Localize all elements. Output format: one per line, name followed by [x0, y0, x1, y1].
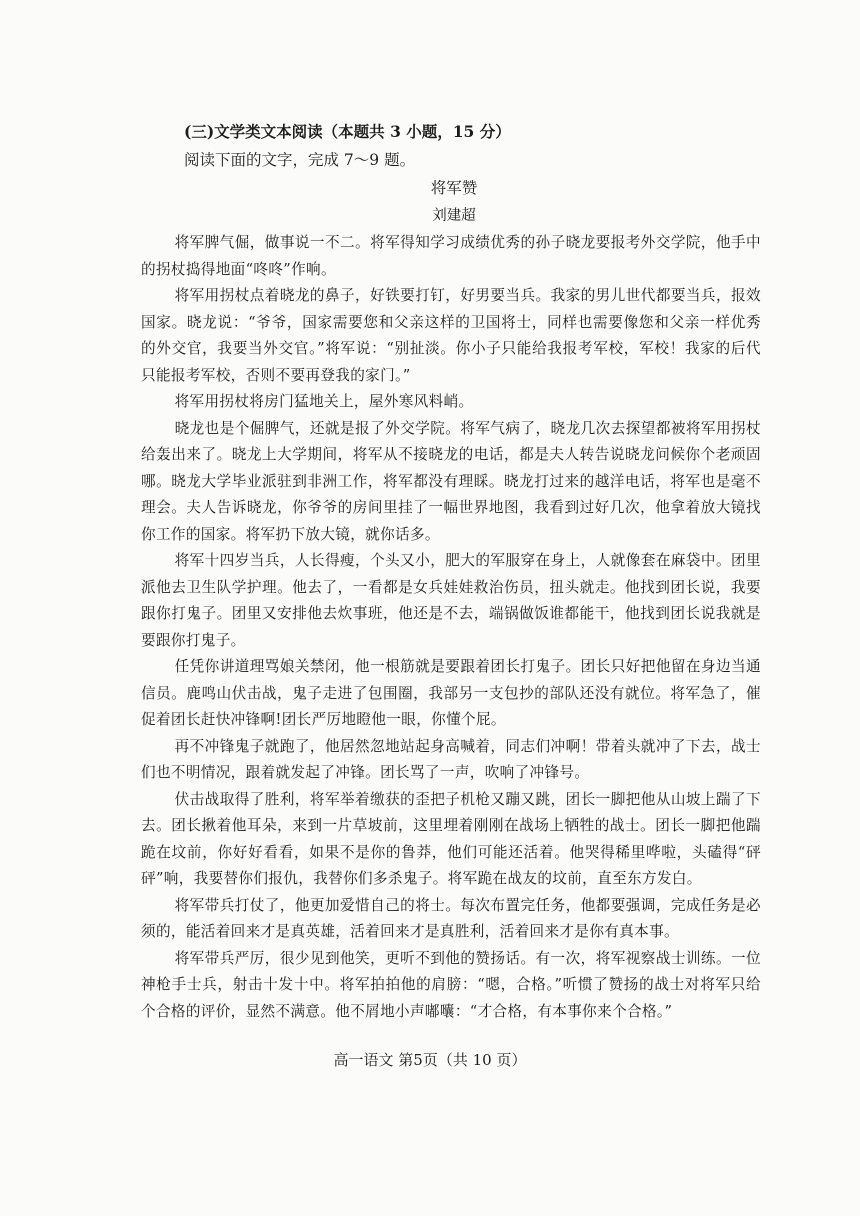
paragraph-7: 再不冲锋鬼子就跑了，他居然忽地站起身高喊着，同志们冲啊！带着头就冲了下去，战士们也不明情况，跟着就发起了冲锋。团长骂了一声，吹响了冲锋号。	[141, 737, 761, 781]
paragraph-9: 将军带兵打仗了，他更加爱惜自己的将士。每次布置完任务，他都要强调，完成任务是必须的，能活着回来才是真英雄，活着回来才是真胜利，活着回来才是你有真本事。	[141, 896, 761, 940]
paragraph-3: 将军用拐杖将房门猛地关上，屋外寒风料峭。	[174, 393, 474, 410]
article-title: 将军赞	[430, 179, 478, 197]
paragraph-5: 将军十四岁当兵，人长得瘦，个头又小，肥大的军服穿在身上，人就像套在麻袋中。团里派他去卫生队学护理。他去了，一看都是女兵娃娃救治伤员，扭头就走。他找到团长说，我要跟你打鬼子。团里又安排他去炊事班，他还是不去，端锅做饭谁都能干，他找到团长说我就是要跟你打鬼子。	[141, 552, 761, 649]
paragraph-8: 伏击战取得了胜利，将军举着缴获的歪把子机枪又蹦又跳，团长一脚把他从山坡上踹了下去。团长揪着他耳朵，来到一片草坡前，这里埋着刚刚在战场上牺牲的战士。团长一脚把他踹跪在坟前，你好好看看，如果不是你的鲁莽，他们可能还活着。他哭得稀里哗啦，头磕得“砰砰”响，我要替你们报仇，我替你们多杀鬼子。将军跪在战友的坟前，直至东方发白。	[141, 790, 761, 887]
paragraph-6: 任凭你讲道理骂娘关禁闭，他一根筋就是要跟着团长打鬼子。团长只好把他留在身边当通信员。鹿鸣山伏击战，鬼子走进了包围圈，我部另一支包抄的部队还没有就位。将军急了，催促着团长赶快冲锋啊!团长严厉地瞪他一眼，你懂个屁。	[141, 658, 761, 728]
page-footer: 高一语文 第5页（共 10 页）	[333, 1051, 527, 1069]
article-body	[141, 230, 761, 1025]
paragraph-1: 将军脾气倔，做事说一不二。将军得知学习成绩优秀的孙子晓龙要报考外交学院，他手中的拐杖捣得地面“咚咚”作响。	[141, 234, 761, 278]
article-author: 刘建超	[432, 208, 476, 224]
paragraph-10: 将军带兵严厉，很少见到他笑，更听不到他的赞扬话。有一次，将军视察战士训练。一位神枪手士兵，射击十发十中。将军拍拍他的肩膀：“嗯，合格。”听惯了赞扬的战士对将军只给个合格的评价，显然不满意。他不屑地小声嘟囔：“才合格，有本事你来个合格。”	[141, 949, 761, 1020]
section-heading: (三)文学类文本阅读（本题共 3 小题，15 分）	[184, 122, 511, 141]
section-instruction: 阅读下面的文字，完成 7～9 题。	[184, 151, 416, 169]
paragraph-4: 晓龙也是个倔脾气，还就是报了外交学院。将军气病了，晓龙几次去探望都被将军用拐杖给轰出来了。晓龙上大学期间，将军从不接晓龙的电话，都是夫人转告说晓龙问候你个老顽固哪。晓龙大学毕业派驻到非洲工作，将军都没有理睬。晓龙打过来的越洋电话，将军也是毫不理会。夫人告诉晓龙，你爷爷的房间里挂了一幅世界地图，我看到过好几次，他拿着放大镜找你工作的国家。将军扔下放大镜，就你话多。	[141, 419, 761, 543]
paragraph-2: 将军用拐杖点着晓龙的鼻子，好铁要打钉，好男要当兵。我家的男儿世代都要当兵，报效国家。晓龙说：“爷爷，国家需要您和父亲这样的卫国将士，同样也需要像您和父亲一样优秀的外交官，我要当外交官。”将军说：“别扯淡。你小子只能给我报考军校，军校！我家的后代只能报考军校，否则不要再登我的家门。”	[141, 287, 761, 384]
